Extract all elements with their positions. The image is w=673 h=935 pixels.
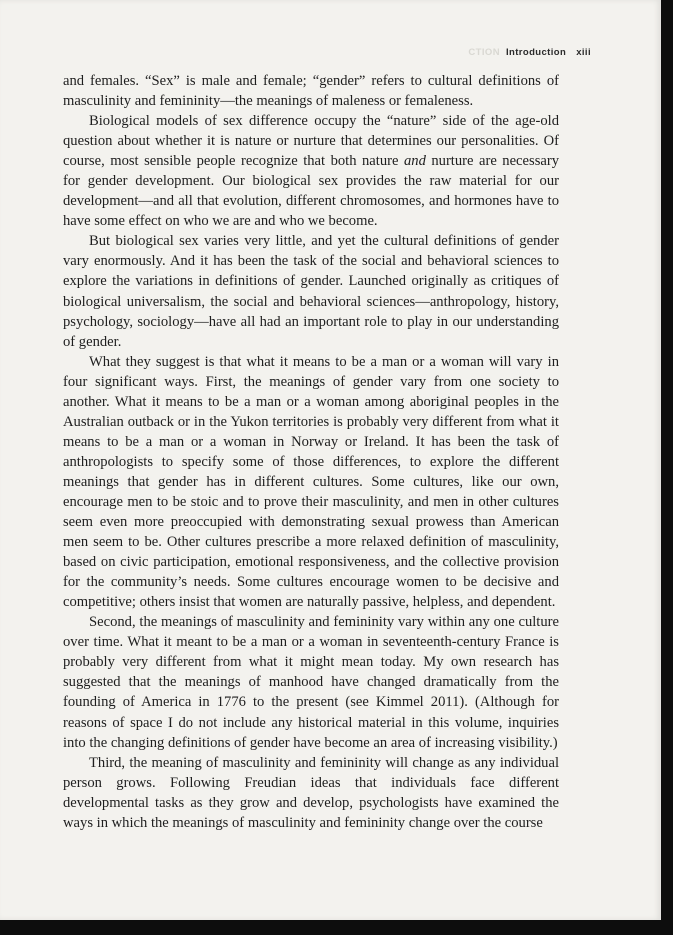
paragraph-emphasis: and (403, 153, 426, 170)
paragraph: But biological sex varies very little, and yet the cultural definitions of gender vary enormously. And it has been the task of the social and behavioral sciences to explore the variations in definitions of gender. Launched originally as critiques of biological universalism, the social and behavioral sciences—anthropology, history, psychology, sociology—have all had an important role to play in our understanding of gender. (63, 233, 559, 350)
body-text (63, 71, 559, 833)
running-head-title: Introduction (505, 47, 567, 58)
paragraph-continued: and females. “Sex” is male and female; “gender” refers to cultural definitions of masculinity and femininity—the meanings of maleness or femaleness. (63, 73, 559, 110)
running-head (468, 47, 591, 58)
paragraph: Second, the meanings of masculinity and femininity vary within any one culture over time. What it meant to be a man or a woman in seventeenth-century France is probably very different from what it might mean today. My own research has suggested that the meanings of manhood have changed dramatically from the founding of America in 1776 to the present (see Kimmel 2011). (Although for reasons of space I do not include any historical material in this volume, inquiries into the changing definitions of gender have become an area of increasing visibility.) (63, 614, 559, 751)
paragraph-text: Biological models of sex difference occupy the “nature” side of the age-old question about whether it is nature or nurture that determines our personalities. Of course, most sensible people recognize that both nature (63, 113, 559, 170)
paragraph-text: nurture are necessary for gender development. Our biological sex provides the raw material for our development—and all that evolution, different chromosomes, and hormones have to have some effect on who we are and who we become. (63, 153, 560, 230)
paragraph (63, 111, 559, 231)
paragraph: What they suggest is that what it means to be a man or a woman will vary in four significant ways. First, the meanings of gender vary from one society to another. What it means to be a man or a woman among aboriginal peoples in the Australian outback or in the Yukon territories is probably very different from what it means to be a man or a woman in Norway or Ireland. It has been the task of anthropologists to specify some of those differences, to explore the different meanings that gender has in different cultures. Some cultures, like our own, encourage men to be stoic and to prove their masculinity, and men in other cultures seem even more preoccupied with demonstrating sexual prowess than American men seem to be. Other cultures prescribe a more relaxed definition of masculinity, based on civic participation, emotional responsiveness, and the collective provision for the community’s needs. Some cultures encourage women to be decisive and competitive; others insist that women are naturally passive, helpless, and dependent. (63, 353, 559, 611)
page-number: xiii (576, 47, 591, 58)
paragraph: Third, the meaning of masculinity and femininity will change as any individual person grows. Following Freudian ideas that individuals face different developmental tasks as they grow and develop, psychologists have examined the ways in which the meanings of masculinity and femininity change over the course (63, 754, 559, 831)
running-head-show-through: CTION (468, 47, 500, 58)
